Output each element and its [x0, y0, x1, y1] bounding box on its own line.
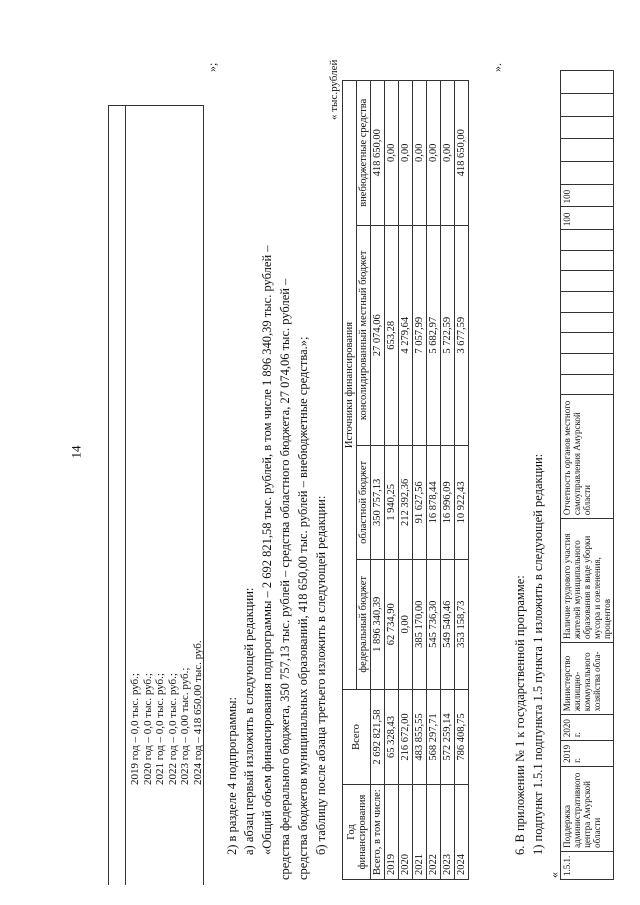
page-number: 14 [68, 445, 84, 459]
column-header-federal: федеральный бюджет [357, 559, 371, 689]
cell-total: 483 855,55 [413, 690, 427, 785]
column-header-year: Год финансирования [343, 785, 371, 880]
cell-federal: 385 170,00 [413, 559, 427, 689]
cell-extrabudget: 418 650,00 [455, 81, 469, 226]
cell-federal: 353 158,73 [455, 559, 469, 689]
column-header-extrabudget: внебюджетные средства [357, 81, 371, 226]
cell-total: 65 328,43 [385, 690, 399, 785]
cell-federal: 545 736,30 [427, 559, 441, 689]
item-6-1-text: 1) подпункт 1.5.1 подпункта 1.5 пункта 1 изложить в следующей редакции: [531, 453, 545, 855]
quoted-paragraph-line: «Общий объем финансирования подпрограммы – 2 692 821,58 тыс. рублей, в том числе 1 896 340,39 тыс. рублей – [260, 245, 274, 855]
cell-regional: 16 996,09 [441, 446, 455, 560]
year-line: 2022 год – 0,0 тыс. руб.; [166, 673, 179, 785]
table-column-separator [109, 106, 129, 885]
cell-regional: 350 757,13 [371, 446, 385, 560]
year-amount-lines [129, 640, 204, 785]
cell-empty [561, 93, 614, 116]
cell-measure-name: Поддержка административного центра Амурской области [561, 766, 614, 851]
cell-start-year: 2019 г. [561, 741, 614, 767]
table-row [441, 81, 455, 880]
cell-year: Всего, в том числе: [371, 785, 385, 880]
table-header-row [343, 81, 357, 880]
cell-empty [561, 271, 614, 292]
table-row [561, 71, 614, 880]
cell-federal: 549 540,46 [441, 559, 455, 689]
cell-municipal: 3 677,59 [455, 225, 469, 446]
cell-reporting: Отчетность органов местного самоуправления Амурской области [561, 395, 614, 519]
opening-quote-mark: « [547, 872, 561, 878]
quoted-paragraph-line: средства федерального бюджета, 350 757,13 тыс. рублей – средства областного бюджета, 27 074,06 тыс. рублей – [278, 278, 292, 880]
item-6-heading: 6. В приложении № 1 к государственной программе: [513, 575, 527, 855]
rotated-document [20, 40, 620, 880]
cell-year: 2022 [427, 785, 441, 880]
cell-empty [561, 312, 614, 333]
cell-federal: 0,00 [399, 559, 413, 689]
cell-responsible: Министерство жилищно-коммунального хозяйства обла- [561, 643, 614, 715]
cell-end-year: 2020 г. [561, 715, 614, 741]
cell-extrabudget: 0,00 [427, 81, 441, 226]
table-row [413, 81, 427, 880]
cell-municipal: 653,28 [385, 225, 399, 446]
cell-regional: 1 940,25 [385, 446, 399, 560]
cell-empty [561, 162, 614, 185]
year-line: 2023 год – 0,00 тыс. руб.; [179, 667, 191, 785]
cell-total: 786 408,75 [455, 690, 469, 785]
table-row [399, 81, 413, 880]
cell-year: 2021 [413, 785, 427, 880]
table-row [371, 81, 385, 880]
financing-table [342, 80, 469, 880]
table-row-divider [125, 106, 126, 885]
cell-total: 2 692 821,58 [371, 690, 385, 785]
table-row [427, 81, 441, 880]
cell-total: 216 672,00 [399, 690, 413, 785]
cell-empty [561, 292, 614, 313]
cell-empty [561, 250, 614, 271]
table-row [455, 81, 469, 880]
item-2-heading: 2) в разделе 4 подпрограммы: [225, 696, 239, 855]
cell-regional: 10 922,43 [455, 446, 469, 560]
units-label: « тыс.рублей [328, 59, 340, 120]
cell-municipal: 7 057,99 [413, 225, 427, 446]
year-line: 2024 год – 418 650,00 тыс. руб. [191, 640, 204, 785]
cell-federal: 1 896 340,39 [371, 559, 385, 689]
cell-municipal: 4 279,64 [399, 225, 413, 446]
cell-federal: 62 734,90 [385, 559, 399, 689]
cell-municipal: 27 074,06 [371, 225, 385, 446]
cell-extrabudget: 0,00 [399, 81, 413, 226]
year-line: 2019 год – 0,0 тыс. руб.; [129, 673, 141, 785]
year-line: 2020 год – 0,0 тыс. руб.; [141, 673, 154, 785]
cell-regional: 91 627,56 [413, 446, 427, 560]
column-header-regional: областной бюджет [357, 446, 371, 560]
cell-extrabudget: 0,00 [385, 81, 399, 226]
cell-empty [561, 333, 614, 354]
quoted-paragraph-line: средства бюджетов муниципальных образований, 418 650,00 тыс. рублей – внебюджетные средства.»; [296, 336, 310, 880]
cell-year: 2019 [385, 785, 399, 880]
cell-value: 100 [561, 184, 614, 207]
cell-municipal: 5 722,59 [441, 225, 455, 446]
cell-total: 572 259,14 [441, 690, 455, 785]
cell-year: 2020 [399, 785, 413, 880]
cell-regional: 16 878,44 [427, 446, 441, 560]
cell-empty [561, 71, 614, 94]
cell-empty [561, 139, 614, 162]
cell-extrabudget: 418 650,00 [371, 81, 385, 226]
cell-year: 2023 [441, 785, 455, 880]
column-header-municipal: консолидированный местный бюджет [357, 225, 371, 446]
item-2b-text: б) таблицу после абзаца третьего изложить в следующей редакции: [314, 495, 328, 855]
cell-number: 1.5.1. [561, 851, 614, 879]
cell-regional: 212 392,36 [399, 446, 413, 560]
passport-table-fragment [108, 105, 204, 885]
cell-empty [561, 353, 614, 374]
cell-empty [561, 374, 614, 395]
cell-empty [561, 116, 614, 139]
cell-municipal: 5 682,97 [427, 225, 441, 446]
year-line: 2021 год – 0,0 тыс. руб.; [154, 673, 166, 785]
closing-quote-mark: ». [490, 63, 504, 72]
cell-indicator: Наличие трудового участия жителей муниципального образования в виде уборки мусора и озеленения, процентов [561, 519, 614, 643]
column-header-total: Всего [343, 690, 371, 785]
closing-quote-mark: »; [205, 62, 219, 72]
item-2a-text: а) абзац первый изложить в следующей редакции: [242, 587, 256, 855]
cell-value: 100 [561, 207, 614, 230]
cell-extrabudget: 0,00 [413, 81, 427, 226]
column-header-sources: Источники финансирования [343, 81, 357, 690]
cell-extrabudget: 0,00 [441, 81, 455, 226]
table-row [385, 81, 399, 880]
appendix-table [560, 70, 614, 880]
cell-year: 2024 [455, 785, 469, 880]
cell-total: 568 297,71 [427, 690, 441, 785]
cell-empty [561, 230, 614, 251]
